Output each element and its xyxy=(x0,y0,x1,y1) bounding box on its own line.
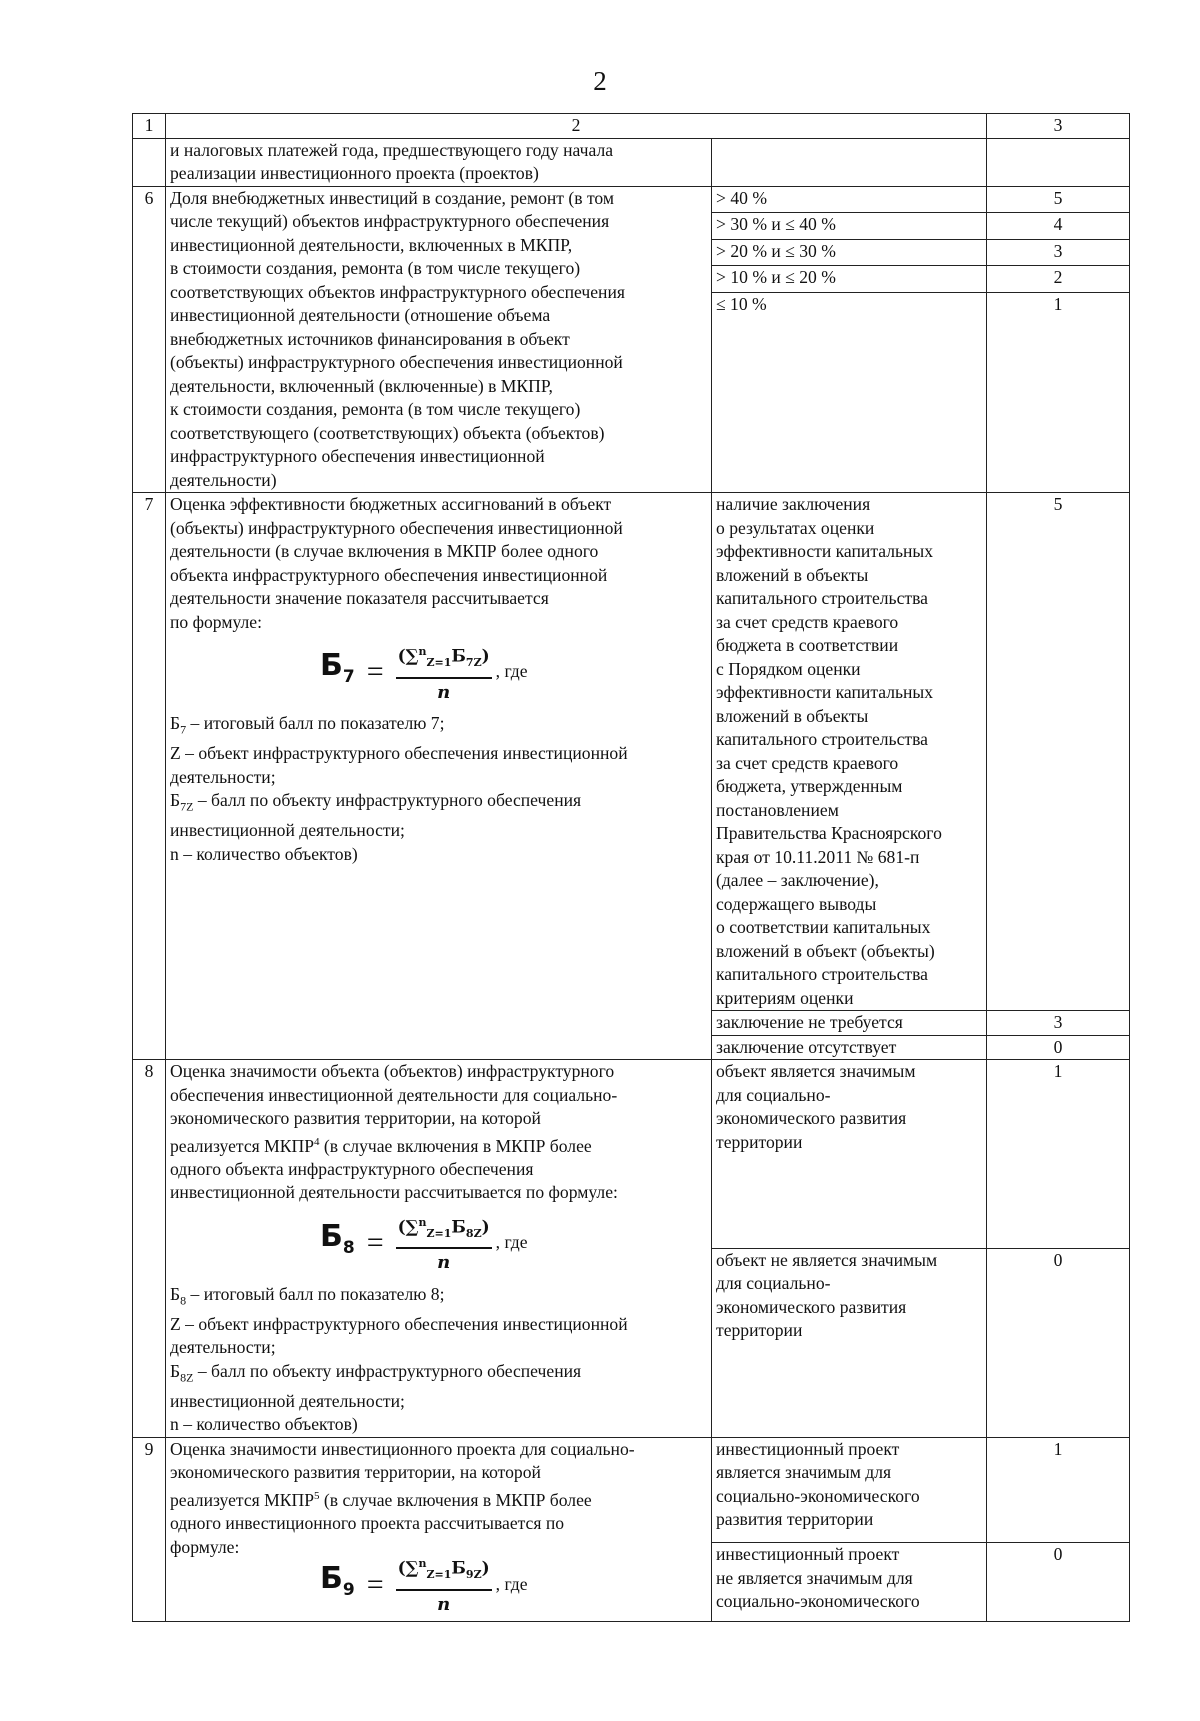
header-col2: 2 xyxy=(166,114,987,139)
score: 4 xyxy=(987,213,1130,240)
row-number: 9 xyxy=(133,1437,166,1621)
score: 1 xyxy=(987,1437,1130,1542)
criterion: заключение отсутствует xyxy=(712,1035,987,1060)
table-row xyxy=(133,138,1130,186)
criterion: объект не является значимым для социально- экономического развития территории xyxy=(712,1248,987,1437)
header-col1: 1 xyxy=(133,114,166,139)
row-number: 7 xyxy=(133,493,166,1060)
table-header-row xyxy=(133,114,1130,139)
footnote-mark: 5 xyxy=(314,1489,320,1502)
formula-b7: $Б_7$ = $\frac{(\sum^n_{Z=1}Б_{7Z})}{n}$ , где xyxy=(170,640,707,704)
row-cont-text: и налоговых платежей года, предшествующего году начала реализации инвестиционного проекта (проектов) xyxy=(166,138,712,186)
criterion: > 40 % xyxy=(712,186,987,213)
score: 0 xyxy=(987,1248,1130,1437)
score: 0 xyxy=(987,1035,1130,1060)
criterion: заключение не требуется xyxy=(712,1011,987,1036)
criterion: > 30 % и ≤ 40 % xyxy=(712,213,987,240)
row8-indicator: Оценка значимости объекта (объектов) инфраструктурного обеспечения инвестиционной деятельности для социально- экономического развития территории, на которой реализуется МКПР$^4$ (в случае включения в МКПР более одного объекта инфраструктурного обеспечения инвестиционной деятельности рассчитывается по формуле: $Б_8$ = $\frac{(\sum^n_{Z=1}Б_{8Z})}{n}$ , где $Б_8$ – итоговый балл по показателю 8; Z – объект инфраструктурного обеспечения инвестиционной деятельности; $Б_{8Z}$ – балл по объекту инфраструктурного обеспечения инвестиционной деятельности; n – количество объектов) xyxy=(166,1060,712,1438)
criterion: > 20 % и ≤ 30 % xyxy=(712,239,987,266)
table-row xyxy=(133,1060,1130,1249)
table-row xyxy=(133,186,1130,213)
score: 2 xyxy=(987,266,1130,293)
formula-b9: $Б_9$ = $\frac{(\sum^n_{Z=1}Б_{9Z})}{n}$ , где xyxy=(170,1555,707,1613)
row6-indicator: Доля внебюджетных инвестиций в создание, ремонт (в том числе текущий) объектов инфраструктурного обеспечения инвестиционной деятельности, включенных в МКПР, в стоимости создания, ремонта (в том числе текущего) соответствующих объектов инфраструктурного обеспечения инвестиционной деятельности (отношение объема внебюджетных источников финансирования в объект (объекты) инфраструктурного обеспечения инвестиционной деятельности, включенный (включенные) в МКПР, к стоимости создания, ремонта (в том числе текущего) соответствующего (соответствующих) объекта (объектов) инфраструктурного обеспечения инвестиционной деятельности) xyxy=(166,186,712,493)
criterion: объект является значимым для социально- экономического развития территории xyxy=(712,1060,987,1249)
score: 3 xyxy=(987,239,1130,266)
row7-indicator: Оценка эффективности бюджетных ассигнований в объект (объекты) инфраструктурного обеспечения инвестиционной деятельности (в случае включения в МКПР более одного объекта инфраструктурного обеспечения инвестиционной деятельности значение показателя рассчитывается по формуле: $Б_7$ = $\frac{(\sum^n_{Z=1}Б_{7Z})}{n}$ , где $Б_7$ – итоговый балл по показателю 7; Z – объект инфраструктурного обеспечения инвестиционной деятельности; $Б_{7Z}$ – балл по объекту инфраструктурного обеспечения инвестиционной деятельности; n – количество объектов) xyxy=(166,493,712,1060)
row-number: 6 xyxy=(133,186,166,493)
score: 0 xyxy=(987,1543,1130,1622)
score: 5 xyxy=(987,186,1130,213)
table-row xyxy=(133,493,1130,1011)
score: 5 xyxy=(987,493,1130,1011)
score: 3 xyxy=(987,1011,1130,1036)
score: 1 xyxy=(987,293,1130,493)
criterion: наличие заключения о результатах оценки эффективности капитальных вложений в объекты капитального строительства за счет средств краевого бюджета в соответствии с Порядком оценки эффективности капитальных вложений в объекты капитального строительства за счет средств краевого бюджета, утвержденным постановлением Правительства Красноярского края от 10.11.2011 № 681-п (далее – заключение), содержащего выводы о соответствии капитальных вложений в объект (объекты) капитального строительства критериям оценки xyxy=(712,493,987,1011)
formula-b8: $Б_8$ = $\frac{(\sum^n_{Z=1}Б_{8Z})}{n}$ , где xyxy=(170,1211,707,1275)
table-row xyxy=(133,1437,1130,1542)
criterion: инвестиционный проект не является значимым для социально-экономического xyxy=(712,1543,987,1622)
page-number: 2 xyxy=(593,66,607,96)
score: 1 xyxy=(987,1060,1130,1249)
header-col3: 3 xyxy=(987,114,1130,139)
criterion: инвестиционный проект является значимым для социально-экономического развития территории xyxy=(712,1437,987,1542)
criteria-table xyxy=(132,113,1130,1622)
criterion: ≤ 10 % xyxy=(712,293,987,493)
row-number: 8 xyxy=(133,1060,166,1438)
footnote-mark: 4 xyxy=(314,1135,320,1148)
criterion: > 10 % и ≤ 20 % xyxy=(712,266,987,293)
row9-indicator: Оценка значимости инвестиционного проекта для социально- экономического развития территории, на которой реализуется МКПР$^5$ (в случае включения в МКПР более одного инвестиционного проекта рассчитывается по формуле: $Б_9$ = $\frac{(\sum^n_{Z=1}Б_{9Z})}{n}$ , где xyxy=(166,1437,712,1621)
